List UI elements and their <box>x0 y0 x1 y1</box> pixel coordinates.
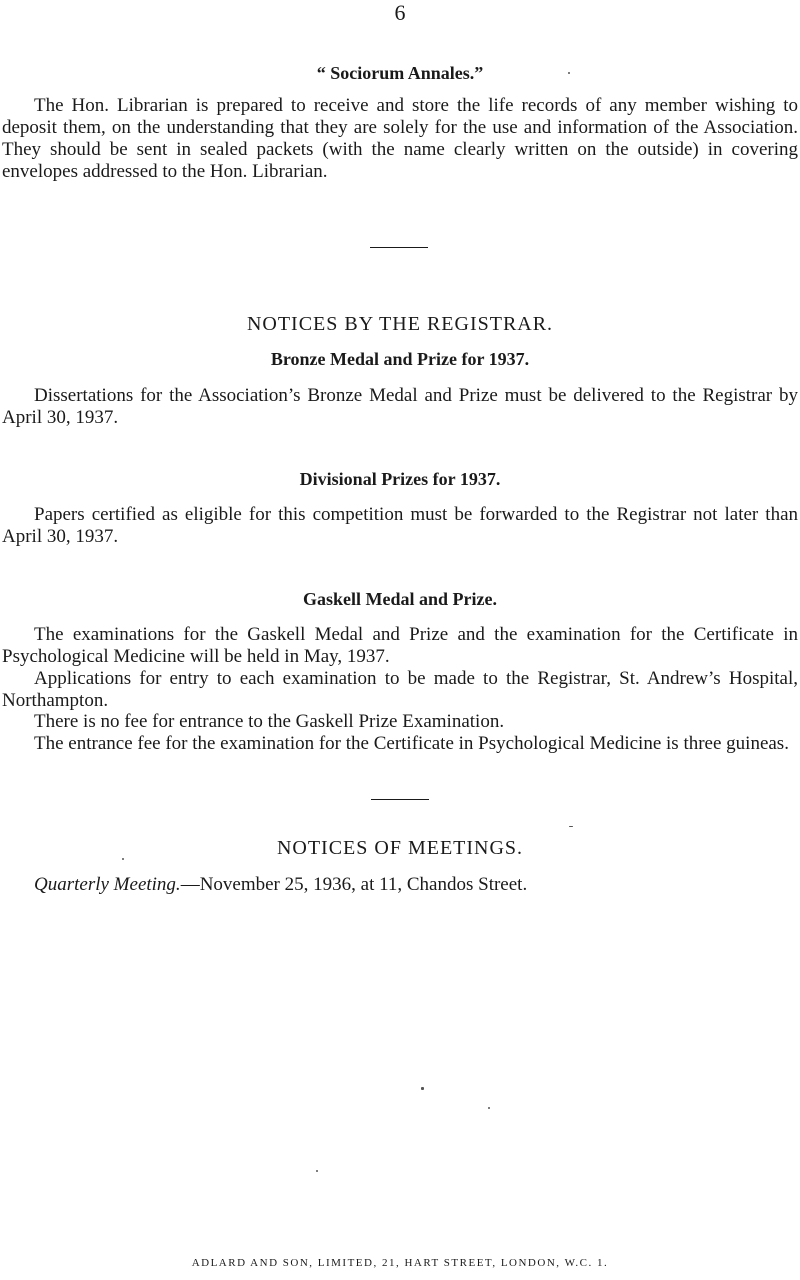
quarterly-meeting-detail: —November 25, 1936, at 11, Chandos Street. <box>180 874 528 895</box>
divisional-prizes-paragraph: Papers certified as eligible for this competition must be forwarded to the Registrar not later than April 30, 1937. <box>2 504 798 547</box>
scan-speck <box>569 826 573 827</box>
gaskell-heading: Gaskell Medal and Prize. <box>303 589 497 609</box>
sociorum-paragraph: The Hon. Librarian is prepared to receive and store the life records of any member wishing to deposit them, on the understanding that they are solely for the use and information of the Association. They should be sent in sealed packets (with the name clearly written on the outside) in covering envelopes addressed to the Hon. Librarian. <box>2 95 798 182</box>
registrar-heading: NOTICES BY THE REGISTRAR. <box>246 313 554 335</box>
quarterly-meeting-label: Quarterly Meeting. <box>34 874 181 895</box>
gaskell-paragraph-2: Applications for entry to each examination to be made to the Registrar, St. Andrew’s Hospital, Northampton. <box>2 668 798 711</box>
section-divider-2 <box>371 799 429 800</box>
quarterly-meeting-line <box>34 874 527 896</box>
gaskell-paragraph-3: There is no fee for entrance to the Gaskell Prize Examination. <box>34 711 505 732</box>
printer-imprint: ADLARD AND SON, LIMITED, 21, HART STREET, LONDON, W.C. 1. <box>191 1257 609 1269</box>
bronze-medal-heading: Bronze Medal and Prize for 1937. <box>270 349 530 369</box>
scan-speck <box>488 1107 490 1109</box>
scan-speck <box>122 858 124 860</box>
section-divider-1 <box>370 247 428 248</box>
scan-speck <box>421 1087 424 1090</box>
divisional-prizes-heading: Divisional Prizes for 1937. <box>299 469 501 489</box>
bronze-medal-paragraph: Dissertations for the Association’s Bronze Medal and Prize must be delivered to the Registrar by April 30, 1937. <box>2 385 798 428</box>
gaskell-paragraph-4: The entrance fee for the examination for the Certificate in Psychological Medicine is three guineas. <box>34 733 789 754</box>
scan-speck <box>316 1170 318 1172</box>
meetings-heading: NOTICES OF MEETINGS. <box>276 837 524 859</box>
gaskell-paragraph-1: The examinations for the Gaskell Medal and Prize and the examination for the Certificate in Psychological Medicine will be held in May, 1937. <box>2 624 798 667</box>
page-number: 6 <box>394 0 406 25</box>
scan-speck <box>568 72 570 74</box>
sociorum-heading: “ Sociorum Annales.” <box>316 63 484 83</box>
